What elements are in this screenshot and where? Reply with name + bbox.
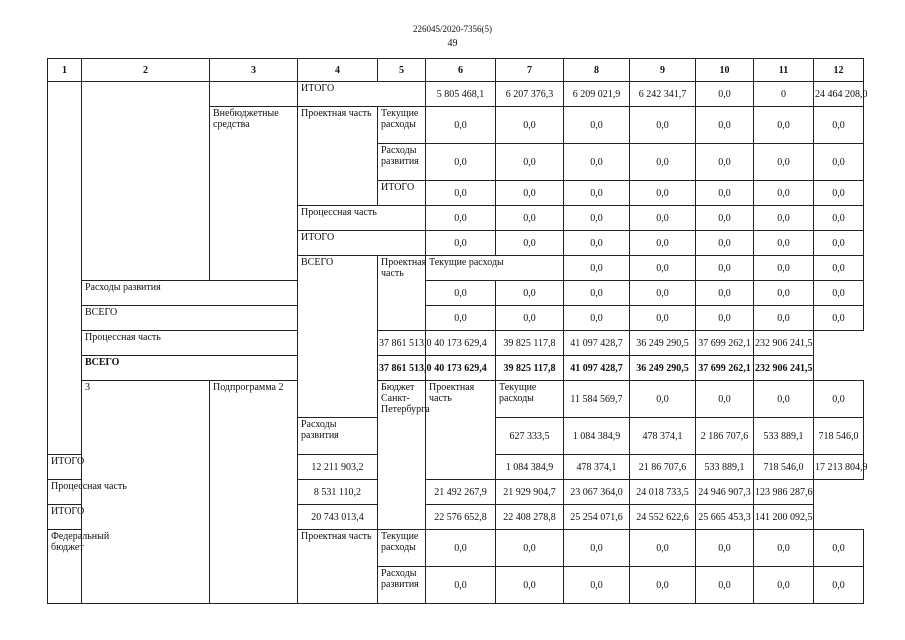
value-cell: 478 374,1 — [564, 455, 630, 480]
value-cell: 0,0 — [496, 206, 564, 231]
value-cell: 6 242 341,7 — [630, 82, 696, 107]
value-cell: 0,0 — [426, 306, 496, 331]
col-header: 11 — [754, 59, 814, 82]
table-row — [48, 306, 864, 331]
document-id: 226045/2020-7356(5) — [413, 24, 492, 34]
col-header: 6 — [426, 59, 496, 82]
value-cell: 0,0 — [564, 256, 630, 281]
value-cell: 0,0 — [564, 530, 630, 567]
value-cell: 0,0 — [426, 567, 496, 604]
value-cell: 24 946 907,3 — [696, 480, 754, 505]
value-cell: 0,0 — [564, 567, 630, 604]
row-label: Процессная часть — [298, 206, 426, 231]
part-label: Проектная часть — [426, 381, 496, 480]
value-cell: 20 743 013,4 — [298, 505, 378, 530]
value-cell: 0,0 — [630, 107, 696, 144]
value-cell: 0,0 — [754, 306, 814, 331]
value-cell: 1 084 384,9 — [564, 418, 630, 455]
value-cell: 533 889,1 — [754, 418, 814, 455]
value-cell: 232 906 241,5 — [754, 331, 814, 356]
part-label: Проектная часть — [378, 256, 426, 331]
value-cell: 37 861 513,0 — [378, 331, 426, 356]
value-cell: 627 333,5 — [496, 418, 564, 455]
value-cell: 37 861 513,0 — [378, 356, 426, 381]
value-cell: 0,0 — [696, 107, 754, 144]
col-header: 2 — [82, 59, 210, 82]
value-cell: 0,0 — [754, 530, 814, 567]
table-row — [48, 505, 864, 530]
value-cell: 0,0 — [814, 144, 864, 181]
row-label: Текущие расходы — [496, 381, 564, 418]
value-cell: 0,0 — [814, 530, 864, 567]
value-cell: 0,0 — [814, 231, 864, 256]
value-cell: 8 531 110,2 — [298, 480, 378, 505]
value-cell: 0,0 — [814, 181, 864, 206]
value-cell: 0,0 — [814, 567, 864, 604]
value-cell: 0,0 — [696, 567, 754, 604]
row-label: Текущие расходы — [426, 256, 564, 281]
value-cell: 0,0 — [426, 530, 496, 567]
value-cell: 0,0 — [814, 107, 864, 144]
table-row — [48, 281, 864, 306]
value-cell: 0,0 — [814, 281, 864, 306]
row-label: Процессная часть — [82, 331, 378, 356]
value-cell: 0,0 — [426, 231, 496, 256]
value-cell: 6 209 021,9 — [564, 82, 630, 107]
funding-source: Бюджет Санкт-Петербурга — [378, 381, 426, 530]
value-cell: 36 249 290,5 — [630, 331, 696, 356]
value-cell: 0,0 — [564, 181, 630, 206]
value-cell: 0,0 — [564, 206, 630, 231]
row-label: Расходы развития — [378, 144, 426, 181]
value-cell: 0,0 — [754, 144, 814, 181]
table-row — [48, 331, 864, 356]
value-cell: 0,0 — [630, 281, 696, 306]
row-label: Текущие расходы — [378, 530, 426, 567]
budget-table — [47, 58, 868, 604]
value-cell: 0,0 — [696, 306, 754, 331]
value-cell: 0,0 — [564, 144, 630, 181]
table-row — [48, 82, 864, 107]
col-header: 9 — [630, 59, 696, 82]
value-cell: 0,0 — [564, 107, 630, 144]
value-cell: 0,0 — [630, 530, 696, 567]
value-cell: 24 018 733,5 — [630, 480, 696, 505]
value-cell: 37 699 262,1 — [696, 331, 754, 356]
value-cell: 24 552 622,6 — [630, 505, 696, 530]
value-cell: 0,0 — [564, 281, 630, 306]
value-cell: 0,0 — [496, 567, 564, 604]
value-cell: 0,0 — [814, 381, 864, 418]
col-header: 8 — [564, 59, 630, 82]
value-cell: 0,0 — [630, 381, 696, 418]
row-label: ВСЕГО — [82, 306, 298, 331]
value-cell: 0,0 — [426, 107, 496, 144]
value-cell: 11 584 569,7 — [564, 381, 630, 418]
value-cell: 25 254 071,6 — [564, 505, 630, 530]
row-number: 3 — [82, 381, 210, 604]
value-cell: 1 084 384,9 — [496, 455, 564, 480]
value-cell: 0,0 — [496, 107, 564, 144]
value-cell: 39 825 117,8 — [496, 331, 564, 356]
value-cell: 0,0 — [754, 107, 814, 144]
row-label: Расходы развития — [378, 567, 426, 604]
col-header: 10 — [696, 59, 754, 82]
value-cell: 25 665 453,3 — [696, 505, 754, 530]
value-cell: 40 173 629,4 — [426, 331, 496, 356]
value-cell: 12 211 903,2 — [298, 455, 378, 480]
col-header: 12 — [814, 59, 864, 82]
value-cell: 22 408 278,8 — [496, 505, 564, 530]
value-cell: 0,0 — [754, 206, 814, 231]
value-cell: 0,0 — [754, 281, 814, 306]
value-cell: 0,0 — [426, 144, 496, 181]
value-cell: 0,0 — [630, 144, 696, 181]
value-cell: 39 825 117,8 — [496, 356, 564, 381]
value-cell: 2 186 707,6 — [696, 418, 754, 455]
value-cell: 0,0 — [814, 206, 864, 231]
cell-empty — [48, 82, 82, 455]
row-label: ИТОГО — [298, 82, 426, 107]
value-cell: 718 546,0 — [814, 418, 864, 455]
value-cell: 0,0 — [754, 231, 814, 256]
cell-empty — [82, 82, 210, 281]
value-cell: 0,0 — [426, 181, 496, 206]
value-cell: 232 906 241,5 — [754, 356, 814, 381]
value-cell: 0,0 — [496, 281, 564, 306]
funding-source: Федеральный бюджет — [48, 530, 82, 604]
value-cell: 0,0 — [696, 381, 754, 418]
value-cell: 17 213 804,9 — [814, 455, 864, 480]
value-cell: 41 097 428,7 — [564, 331, 630, 356]
value-cell: 718 546,0 — [754, 455, 814, 480]
row-label: ИТОГО — [48, 505, 210, 530]
row-label: Процессная часть — [48, 480, 210, 505]
value-cell: 123 986 287,6 — [754, 480, 814, 505]
col-header: 5 — [378, 59, 426, 82]
value-cell: 6 207 376,3 — [496, 82, 564, 107]
col-header: 7 — [496, 59, 564, 82]
value-cell: 36 249 290,5 — [630, 356, 696, 381]
value-cell: 21 86 707,6 — [630, 455, 696, 480]
value-cell: 533 889,1 — [696, 455, 754, 480]
value-cell: 0,0 — [630, 181, 696, 206]
value-cell: 0,0 — [564, 306, 630, 331]
part-label: Проектная часть — [298, 107, 378, 206]
row-label: ВСЕГО — [82, 356, 378, 381]
value-cell: 0,0 — [696, 206, 754, 231]
value-cell: 0,0 — [754, 181, 814, 206]
value-cell: 0,0 — [696, 281, 754, 306]
value-cell: 0,0 — [814, 256, 864, 281]
value-cell: 24 464 208,0 — [814, 82, 864, 107]
value-cell: 0,0 — [696, 256, 754, 281]
value-cell: 0,0 — [426, 206, 496, 231]
value-cell: 0,0 — [630, 256, 696, 281]
value-cell: 41 097 428,7 — [564, 356, 630, 381]
value-cell: 5 805 468,1 — [426, 82, 496, 107]
value-cell: 0,0 — [696, 181, 754, 206]
subprogram-name: Подпрограмма 2 — [210, 381, 298, 604]
table-row — [48, 381, 864, 418]
value-cell: 0,0 — [814, 306, 864, 331]
value-cell: 0,0 — [754, 567, 814, 604]
value-cell: 21 929 904,7 — [496, 480, 564, 505]
value-cell: 0,0 — [754, 256, 814, 281]
value-cell: 0,0 — [754, 381, 814, 418]
value-cell: 23 067 364,0 — [564, 480, 630, 505]
row-label: Расходы развития — [298, 418, 378, 455]
row-label: ИТОГО — [298, 231, 426, 256]
row-label: ИТОГО — [48, 455, 82, 480]
col-header: 4 — [298, 59, 378, 82]
table-row — [48, 356, 864, 381]
page-number: 49 — [447, 38, 458, 49]
col-header: 1 — [48, 59, 82, 82]
value-cell: 0,0 — [696, 530, 754, 567]
value-cell: 0,0 — [696, 144, 754, 181]
value-cell: 0,0 — [630, 567, 696, 604]
row-label: Расходы развития — [82, 281, 298, 306]
value-cell: 0,0 — [696, 231, 754, 256]
column-number-row — [48, 59, 864, 82]
value-cell: 0,0 — [496, 181, 564, 206]
col-header: 3 — [210, 59, 298, 82]
value-cell: 0,0 — [630, 231, 696, 256]
value-cell: 0,0 — [564, 231, 630, 256]
value-cell: 21 492 267,9 — [426, 480, 496, 505]
total-label: ВСЕГО — [298, 256, 378, 418]
value-cell: 141 200 092,5 — [754, 505, 814, 530]
value-cell: 37 699 262,1 — [696, 356, 754, 381]
value-cell: 478 374,1 — [630, 418, 696, 455]
value-cell: 40 173 629,4 — [426, 356, 496, 381]
value-cell: 0,0 — [496, 530, 564, 567]
cell-empty — [210, 82, 298, 107]
value-cell: 0,0 — [426, 281, 496, 306]
value-cell: 0,0 — [630, 306, 696, 331]
part-label: Проектная часть — [298, 530, 378, 604]
value-cell: 22 576 652,8 — [426, 505, 496, 530]
value-cell: 0,0 — [696, 82, 754, 107]
value-cell: 0,0 — [630, 206, 696, 231]
value-cell: 0,0 — [496, 306, 564, 331]
value-cell: 0,0 — [496, 144, 564, 181]
row-label: Текущие расходы — [378, 107, 426, 144]
table-row — [48, 480, 864, 505]
funding-source: Внебюджетные средства — [210, 107, 298, 281]
value-cell: 0,0 — [496, 231, 564, 256]
row-label: ИТОГО — [378, 181, 426, 206]
value-cell: 0 — [754, 82, 814, 107]
